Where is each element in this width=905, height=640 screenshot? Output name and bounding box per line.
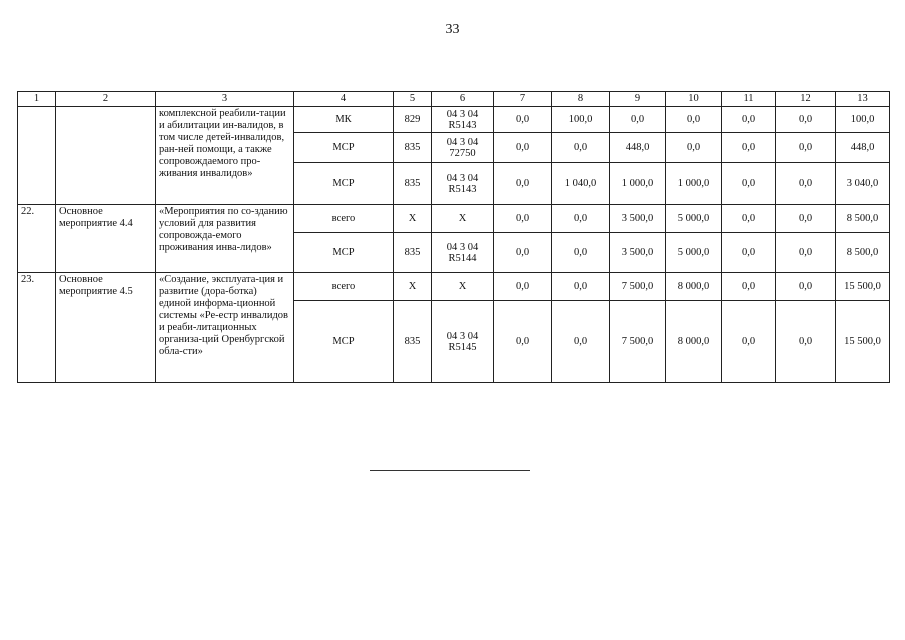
value-cell: 3 500,0 [610,233,666,273]
executor-cell: МСР [294,163,394,205]
value-cell: 0,0 [776,205,836,233]
value-cell: 0,0 [776,233,836,273]
code-cell: Х [432,273,494,301]
value-cell: 0,0 [552,205,610,233]
value-cell: 0,0 [494,273,552,301]
activity-name-cell [56,107,156,205]
header-cell: 1 [18,92,56,107]
header-cell: 6 [432,92,494,107]
header-cell: 3 [156,92,294,107]
value-cell: 0,0 [776,163,836,205]
value-cell: 0,0 [722,133,776,163]
value-cell: 8 000,0 [666,301,722,383]
value-cell: 5 000,0 [666,205,722,233]
value-cell: 0,0 [722,107,776,133]
value-cell: 0,0 [776,133,836,163]
total-cell: 448,0 [836,133,890,163]
value-cell: 0,0 [552,233,610,273]
page-number: 33 [445,22,460,37]
code-cell: 04 3 04 R5144 [432,233,494,273]
value-cell: 0,0 [494,301,552,383]
value-cell: 0,0 [722,273,776,301]
grbs-cell: 835 [394,133,432,163]
code-cell: 04 3 04 R5143 [432,107,494,133]
header-cell: 13 [836,92,890,107]
total-cell: 8 500,0 [836,205,890,233]
total-cell: 15 500,0 [836,273,890,301]
row-number-cell: 23. [18,273,56,383]
value-cell: 0,0 [552,133,610,163]
value-cell: 1 040,0 [552,163,610,205]
header-cell: 2 [56,92,156,107]
grbs-cell: 835 [394,163,432,205]
value-cell: 0,0 [722,233,776,273]
value-cell: 0,0 [776,301,836,383]
grbs-cell: Х [394,205,432,233]
header-cell: 10 [666,92,722,107]
value-cell: 0,0 [610,107,666,133]
executor-cell: МК [294,107,394,133]
total-cell: 15 500,0 [836,301,890,383]
value-cell: 0,0 [666,133,722,163]
value-cell: 7 500,0 [610,273,666,301]
row-number-cell: 22. [18,205,56,273]
executor-cell: всего [294,205,394,233]
header-cell: 9 [610,92,666,107]
value-cell: 100,0 [552,107,610,133]
executor-cell: МСР [294,133,394,163]
header-cell: 5 [394,92,432,107]
description-cell: «Мероприятия по со-зданию условий для развития сопровожда-емого проживания инва-лидов» [156,205,294,273]
header-cell: 8 [552,92,610,107]
value-cell: 1 000,0 [666,163,722,205]
value-cell: 0,0 [666,107,722,133]
header-cell: 12 [776,92,836,107]
value-cell: 0,0 [494,107,552,133]
table-header-row [18,92,890,107]
value-cell: 448,0 [610,133,666,163]
description-cell: «Создание, эксплуата-ция и развитие (дора-ботка) единой информа-ционной системы «Ре-естр инвалидов и реаби-литационных организа-ций Оренбургской обла-сти» [156,273,294,383]
header-cell: 7 [494,92,552,107]
total-cell: 100,0 [836,107,890,133]
value-cell: 0,0 [494,233,552,273]
executor-cell: МСР [294,233,394,273]
value-cell: 0,0 [552,273,610,301]
budget-table [17,91,890,383]
code-cell: 04 3 04 R5145 [432,301,494,383]
executor-cell: всего [294,273,394,301]
code-cell: 04 3 04 R5143 [432,163,494,205]
value-cell: 0,0 [776,273,836,301]
activity-name-cell: Основное мероприятие 4.4 [56,205,156,273]
grbs-cell: 835 [394,233,432,273]
value-cell: 0,0 [722,205,776,233]
grbs-cell: Х [394,273,432,301]
value-cell: 7 500,0 [610,301,666,383]
header-cell: 11 [722,92,776,107]
description-cell: комплексной реабили-тации и абилитации ин-валидов, в том числе детей-инвалидов, ран-ней помощи, а также сопровождаемого про-живания инвалидов» [156,107,294,205]
header-cell: 4 [294,92,394,107]
table-row [18,107,890,133]
value-cell: 0,0 [776,107,836,133]
value-cell: 0,0 [494,163,552,205]
row-number-cell [18,107,56,205]
total-cell: 3 040,0 [836,163,890,205]
value-cell: 0,0 [722,163,776,205]
grbs-cell: 829 [394,107,432,133]
value-cell: 0,0 [552,301,610,383]
value-cell: 1 000,0 [610,163,666,205]
value-cell: 5 000,0 [666,233,722,273]
end-separator-line [370,470,530,471]
code-cell: 04 3 04 72750 [432,133,494,163]
table-row [18,273,890,301]
grbs-cell: 835 [394,301,432,383]
value-cell: 0,0 [722,301,776,383]
value-cell: 0,0 [494,205,552,233]
value-cell: 8 000,0 [666,273,722,301]
total-cell: 8 500,0 [836,233,890,273]
value-cell: 0,0 [494,133,552,163]
activity-name-cell: Основное мероприятие 4.5 [56,273,156,383]
value-cell: 3 500,0 [610,205,666,233]
executor-cell: МСР [294,301,394,383]
table-row [18,205,890,233]
code-cell: Х [432,205,494,233]
